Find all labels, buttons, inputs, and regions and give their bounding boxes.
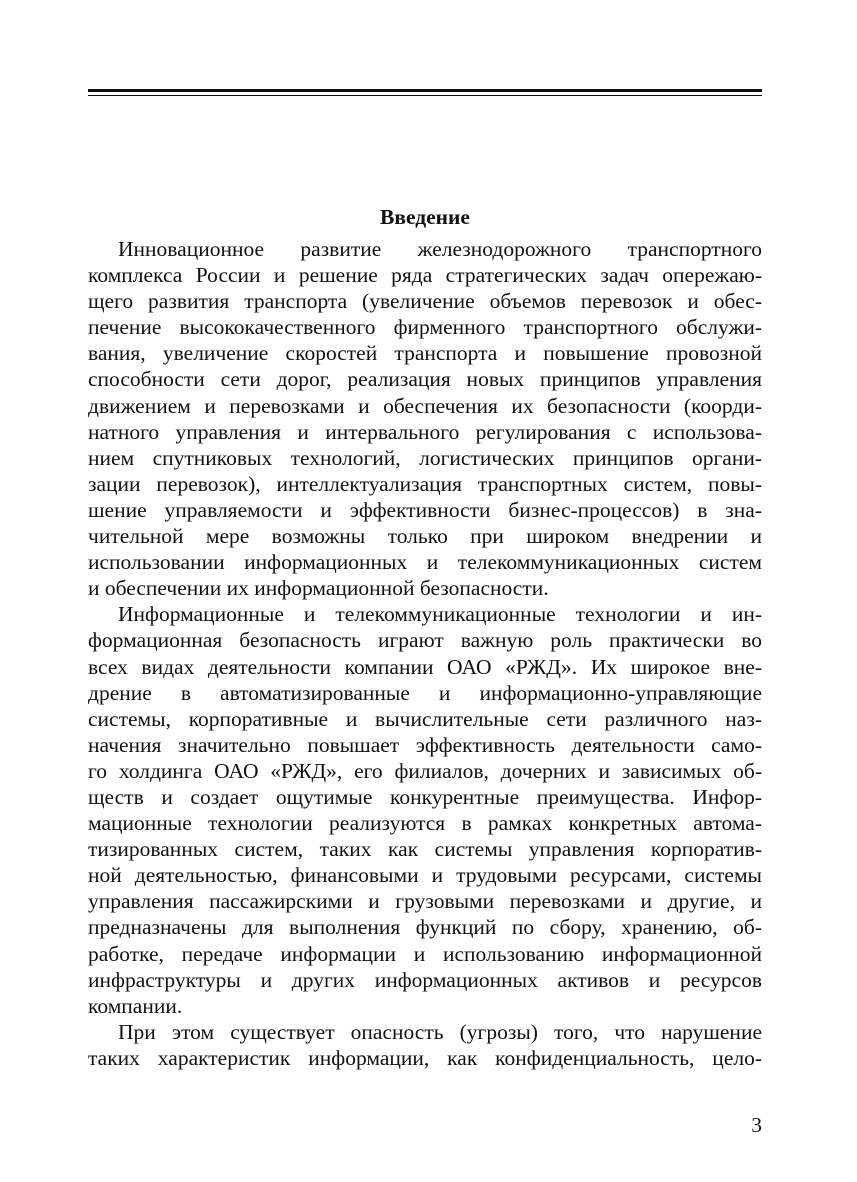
text-line: го холдинга ОАО «РЖД», его филиалов, дочерних и зависимых об- — [88, 758, 762, 783]
page-body — [88, 202, 762, 1071]
text-line: работке, передаче информации и использованию информационной — [88, 941, 762, 966]
paragraph — [88, 1019, 762, 1071]
paragraphs-container — [88, 236, 762, 1071]
header-rule-thick — [88, 89, 762, 92]
text-line: зации перевозок), интеллектуализация транспортных систем, повы- — [88, 471, 762, 496]
text-line: При этом существует опасность (угрозы) того, что нарушение — [118, 1019, 762, 1044]
text-line: системы, корпоративные и вычислительные сети различного наз- — [88, 706, 762, 731]
text-line: и обеспечении их информационной безопасности. — [88, 576, 549, 601]
header-rule-thin — [88, 95, 762, 96]
text-line: вания, увеличение скоростей транспорта и повышение провозной — [88, 341, 762, 366]
text-line: комплекса России и решение ряда стратегических задач опережаю- — [88, 263, 762, 288]
text-line: всех видах деятельности компании ОАО «РЖД». Их широкое вне- — [88, 654, 762, 679]
text-line: печение высококачественного фирменного транспортного обслужи- — [88, 315, 762, 340]
text-line: шение управляемости и эффективности бизнес-процессов) в зна- — [88, 497, 762, 522]
text-line: начения значительно повышает эффективность деятельности само- — [88, 732, 762, 757]
text-line: использовании информационных и телекоммуникационных систем — [88, 550, 762, 575]
text-line: предназначены для выполнения функций по сбору, хранению, об- — [88, 915, 762, 940]
text-line: компании. — [88, 993, 183, 1018]
text-line: дрение в автоматизированные и информационно-управляющие — [88, 680, 762, 705]
text-line: управления пассажирскими и грузовыми перевозками и другие, и — [88, 889, 762, 914]
page-number: 3 — [751, 1113, 762, 1137]
text-line: мационные технологии реализуются в рамках конкретных автома- — [88, 811, 762, 836]
text-line: ной деятельностью, финансовыми и трудовыми ресурсами, системы — [88, 863, 762, 888]
paragraph — [88, 601, 762, 1019]
text-line: ществ и создает ощутимые конкурентные преимущества. Инфор- — [88, 784, 762, 809]
text-line: таких характеристик информации, как конфиденциальность, цело- — [88, 1045, 762, 1070]
text-line: движением и перевозками и обеспечения их безопасности (коорди- — [88, 393, 762, 418]
paragraph — [88, 236, 762, 601]
text-line: Инновационное развитие железнодорожного транспортного — [118, 237, 762, 261]
text-line: способности сети дорог, реализация новых принципов управления — [88, 367, 762, 392]
text-line: чительной мере возможны только при широком внедрении и — [88, 524, 762, 549]
text-line: инфраструктуры и других информационных активов и ресурсов — [88, 967, 762, 992]
text-line: натного управления и интервального регулирования с использова- — [88, 419, 762, 444]
text-line: нием спутниковых технологий, логистических принципов органи- — [88, 445, 762, 470]
text-line: щего развития транспорта (увеличение объемов перевозок и обес- — [88, 289, 762, 314]
text-line: формационная безопасность играют важную роль практически во — [88, 628, 762, 653]
section-heading: Введение — [380, 205, 470, 229]
text-line: тизированных систем, таких как системы управления корпоратив- — [88, 837, 762, 862]
text-line: Информационные и телекоммуникационные технологии и ин- — [118, 602, 762, 627]
